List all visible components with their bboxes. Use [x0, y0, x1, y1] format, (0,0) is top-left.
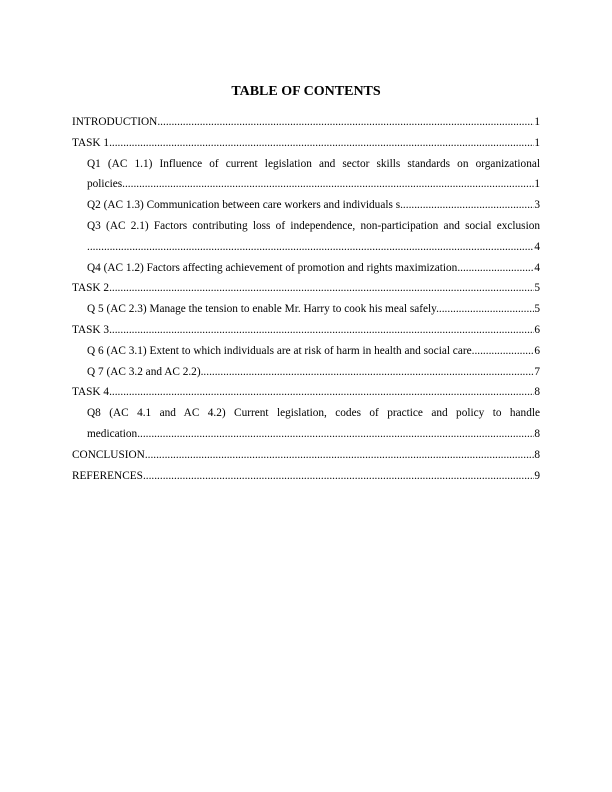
toc-entry-label-line2: medication ..... — [87, 424, 534, 445]
toc-entry-label: INTRODUCTION ..... — [72, 112, 534, 133]
toc-page-number: 1 — [534, 116, 540, 128]
toc-page-number: 1 — [534, 136, 540, 149]
toc-entry-label: Q4 (AC 1.2) Factors affecting achievement of promotion and rights maximization ..... — [87, 258, 534, 279]
toc-page-number: 5 — [534, 282, 540, 295]
toc-entry-conclusion[interactable] — [72, 445, 540, 466]
toc-title: TABLE OF CONTENTS — [231, 84, 381, 99]
toc-page-number: 1 — [534, 178, 540, 191]
toc-entry-references[interactable] — [72, 466, 540, 487]
toc-page-number: 8 — [534, 427, 540, 440]
toc-entry-introduction[interactable] — [72, 112, 540, 133]
toc-entry-label-line1: Q8 (AC 4.1 and AC 4.2) Current legislation, codes of practice and policy to handle — [87, 407, 540, 420]
toc-entry-label: REFERENCES ..... — [72, 466, 534, 487]
toc-page-number: 7 — [534, 365, 540, 378]
toc-entry-q8[interactable] — [72, 403, 540, 445]
toc-entry-label: TASK 4 ..... — [72, 382, 534, 403]
toc-entry-label: TASK 3 ..... — [72, 320, 534, 341]
toc-entry-label-line1: Q3 (AC 2.1) Factors contributing loss of independence, non-participation and social exclusion — [87, 219, 540, 232]
toc-entry-task2[interactable] — [72, 278, 540, 299]
toc-entry-q6[interactable] — [72, 341, 540, 362]
toc-page-number: 4 — [534, 261, 540, 274]
toc-entry-q2[interactable] — [72, 195, 540, 216]
toc-entry-q1[interactable] — [72, 154, 540, 196]
toc-page-number: 8 — [534, 386, 540, 399]
toc-entry-q3[interactable] — [72, 216, 540, 258]
toc-entry-task3[interactable] — [72, 320, 540, 341]
toc-page-number: 3 — [534, 199, 540, 212]
toc-entry-q7[interactable] — [72, 362, 540, 383]
toc-entry-q4[interactable] — [72, 258, 540, 279]
toc-entry-label: Q 6 (AC 3.1) Extent to which individuals are at risk of harm in health and social care ..... — [87, 341, 534, 362]
toc-entry-task1[interactable] — [72, 133, 540, 154]
toc-entry-label-line2 — [87, 237, 534, 258]
toc-entry-label: CONCLUSION ..... — [72, 445, 534, 466]
toc-entry-label: TASK 2 ..... — [72, 278, 534, 299]
toc-entry-task4[interactable] — [72, 382, 540, 403]
toc-page-number: 6 — [534, 323, 540, 336]
toc-page-number: 8 — [534, 448, 540, 461]
toc-entry-label: Q 5 (AC 2.3) Manage the tension to enable Mr. Harry to cook his meal safely ..... — [87, 299, 534, 320]
toc-entry-label: Q2 (AC 1.3) Communication between care workers and individuals s ..... — [87, 195, 534, 216]
toc-page-number: 4 — [534, 240, 540, 253]
toc-page-number: 6 — [534, 344, 540, 357]
table-of-contents — [72, 112, 540, 486]
toc-entry-label-line1: Q1 (AC 1.1) Influence of current legislation and sector skills standards on organizational — [87, 157, 540, 170]
toc-entry-label: TASK 1 ..... — [72, 133, 534, 154]
toc-page-number: 9 — [534, 469, 540, 482]
toc-entry-label: Q 7 (AC 3.2 and AC 2.2) ..... — [87, 362, 534, 383]
toc-entry-q5[interactable] — [72, 299, 540, 320]
toc-entry-label-line2: policies ..... — [87, 174, 534, 195]
toc-page-number: 5 — [534, 303, 540, 316]
